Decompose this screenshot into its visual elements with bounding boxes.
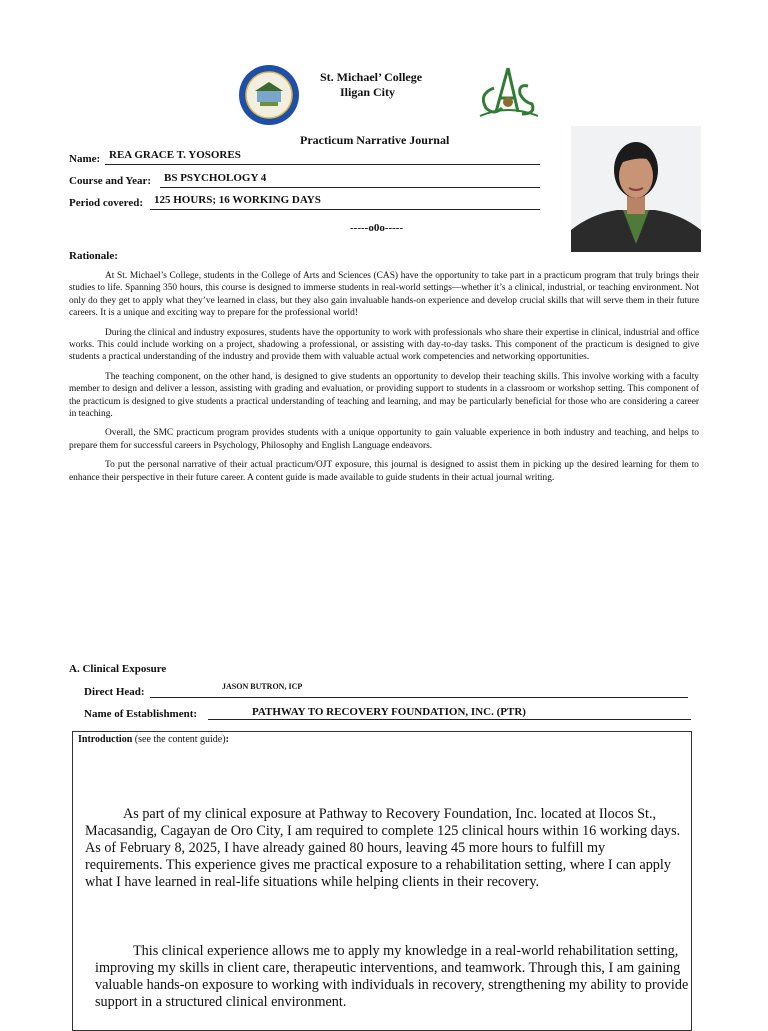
journal-title: Practicum Narrative Journal bbox=[300, 133, 450, 147]
section-divider: -----o0o----- bbox=[350, 222, 404, 234]
establishment-line bbox=[208, 719, 691, 720]
clinical-section-title: A. Clinical Exposure bbox=[69, 663, 167, 675]
college-seal-icon bbox=[238, 64, 300, 126]
student-photo bbox=[571, 126, 701, 252]
course-year: BS PSYCHOLOGY 4 bbox=[160, 172, 540, 188]
introduction-paragraph-1: As part of my clinical exposure at Pathway to Recovery Foundation, Inc. located at Ilocos St., Macasandig, Cagayan de Oro City, I am required to complete 125 clinical hours within 16 working days. As of February 8, 2025, I have already gained 80 hours, leaving 45 more hours to fulfill my requirements. This experience gives me practical exposure to a rehabilitation setting, where I can apply what I have learned in real-life situations while helping clients in their recovery. bbox=[85, 806, 681, 890]
period-field bbox=[69, 197, 143, 209]
establishment-value: PATHWAY TO RECOVERY FOUNDATION, INC. (PTR) bbox=[252, 706, 526, 718]
rationale-paragraph: To put the personal narrative of their actual practicum/OJT exposure, this journal is designed to assist them in picking up the desired learning for them to enhance their perspective in their future career. A content guide is made available to guide students in their actual journal writing. bbox=[69, 460, 699, 483]
establishment-label: Name of Establishment: bbox=[84, 708, 198, 720]
college-city: Iligan City bbox=[340, 85, 396, 99]
rationale-body bbox=[69, 270, 699, 491]
introduction-guide: (see the content guide) bbox=[132, 734, 226, 745]
rationale-heading: Rationale: bbox=[69, 250, 118, 262]
name-field bbox=[69, 153, 100, 165]
college-name-block bbox=[320, 70, 450, 100]
introduction-heading: Introduction bbox=[78, 734, 133, 745]
rationale-paragraph: During the clinical and industry exposures, students have the opportunity to work with professionals who share their expertise in clinical, industrial and office works. This could include working on a project, shadowing a professional, or assisting with day-to-day tasks. This component of the practicum is designed to give students a practical understanding of the industry and provide them with valuable actual work competencies and networking opportunities. bbox=[69, 327, 699, 363]
period-label: Period covered: bbox=[69, 197, 144, 209]
period-covered: 125 HOURS; 16 WORKING DAYS bbox=[150, 194, 540, 210]
introduction-label bbox=[78, 734, 229, 745]
introduction-paragraph-2: This clinical experience allows me to apply my knowledge in a real-world rehabilitation setting, improving my skills in client care, therapeutic interventions, and teamwork. Through this, I am gaining valuable hands-on exposure to working with individuals in recovery, strengthening my ability to provide support in a structured clinical environment. bbox=[95, 943, 689, 1010]
course-label: Course and Year: bbox=[69, 175, 152, 187]
college-name: St. Michael’ College bbox=[320, 70, 423, 84]
rationale-paragraph: At St. Michael’s College, students in the College of Arts and Sciences (CAS) have the opportunity to take part in a practicum program that truly brings their studies to life. Spanning 350 hours, this course is designed to immerse students in real-world settings—whether it’s a clinical, industrial, or teaching environment. Not only do they get to apply what they’ve learned in class, but they also gain invaluable hands-on experience and develop crucial skills that will serve them in their future careers. It is a unique and exciting way to prepare for the professional world! bbox=[69, 271, 699, 319]
introduction-colon: : bbox=[225, 734, 229, 745]
name-label: Name: bbox=[69, 153, 101, 165]
direct-head-value: JASON BUTRON, ICP bbox=[222, 682, 303, 691]
student-name: REA GRACE T. YOSORES bbox=[105, 149, 540, 165]
direct-head-line bbox=[150, 697, 688, 698]
direct-head-label: Direct Head: bbox=[84, 686, 145, 698]
rationale-paragraph: The teaching component, on the other hand, is designed to give students an opportunity to develop their teaching skills. This involve working with a faculty member to design and deliver a lesson, assisting with grading and evaluation, or providing support to students in a classroom or workshop setting. This component of the practicum is designed to give students a practical understanding of teaching and learning, and may be particularly beneficial for those who are considering a career in teaching. bbox=[69, 371, 699, 420]
cas-logo-icon bbox=[472, 64, 544, 124]
course-field bbox=[69, 175, 151, 187]
rationale-paragraph: Overall, the SMC practicum program provides students with a unique opportunity to gain valuable experience in both industry and teaching, and helps to prepare them for successful careers in Psychology, Philosophy and English Language endeavors. bbox=[69, 428, 699, 451]
